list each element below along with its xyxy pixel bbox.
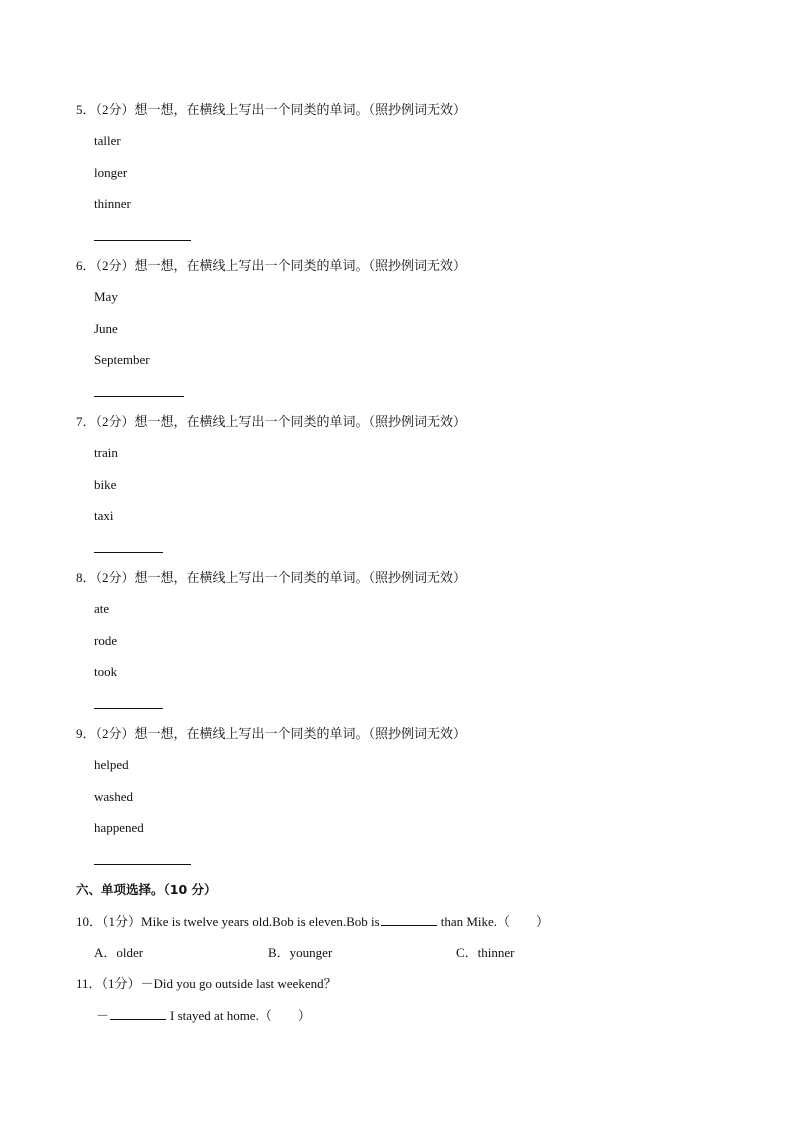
example-word: bike — [94, 477, 117, 492]
option-a[interactable]: A．older — [94, 945, 144, 960]
question-prompt: 想一想，在横线上写出一个同类的单词。（照抄例词无效） — [134, 102, 467, 117]
example-word: washed — [94, 789, 133, 804]
answer-blank[interactable] — [381, 913, 437, 926]
question-9-header — [76, 726, 466, 742]
question-number: 8． — [76, 570, 96, 585]
option-c[interactable]: C．thinner — [456, 945, 515, 960]
answer-blank[interactable] — [94, 708, 163, 709]
example-word: May — [94, 289, 118, 304]
question-text: －Did you go outside last weekend？ — [140, 976, 337, 991]
section-heading: 六、单项选择。（10 分） — [76, 882, 217, 897]
example-word: rode — [94, 633, 118, 648]
question-score: （1分） — [102, 914, 142, 929]
question-score: （2分） — [95, 726, 135, 741]
example-word: ate — [94, 601, 110, 616]
question-number: 10． — [76, 914, 103, 929]
question-text-after: than Mike.（ ） — [440, 914, 550, 929]
answer-blank[interactable] — [94, 552, 163, 553]
question-number: 9． — [76, 726, 96, 741]
reply-text: I stayed at home.（ ） — [170, 1008, 311, 1023]
answer-blank[interactable] — [94, 240, 191, 241]
question-6-header — [76, 258, 466, 274]
example-word: helped — [94, 757, 129, 772]
example-word: happened — [94, 820, 144, 835]
question-7-header — [76, 414, 466, 430]
question-10 — [76, 913, 549, 930]
question-prompt: 想一想，在横线上写出一个同类的单词。（照抄例词无效） — [134, 258, 467, 273]
example-word: train — [94, 445, 118, 460]
answer-blank[interactable] — [110, 1007, 166, 1020]
example-word: longer — [94, 165, 128, 180]
example-word: June — [94, 321, 118, 336]
question-score: （2分） — [95, 570, 135, 585]
example-word: taller — [94, 133, 121, 148]
answer-blank[interactable] — [94, 396, 184, 397]
question-number: 11． — [76, 976, 102, 991]
question-score: （2分） — [95, 102, 135, 117]
example-word: taxi — [94, 508, 114, 523]
question-11 — [76, 976, 337, 992]
reply-dash: － — [96, 1008, 110, 1023]
option-b[interactable]: B．younger — [268, 945, 333, 960]
question-prompt: 想一想，在横线上写出一个同类的单词。（照抄例词无效） — [134, 570, 467, 585]
question-prompt: 想一想，在横线上写出一个同类的单词。（照抄例词无效） — [134, 414, 467, 429]
example-word: thinner — [94, 196, 131, 211]
example-word: took — [94, 664, 118, 679]
question-score: （1分） — [101, 976, 141, 991]
question-8-header — [76, 570, 466, 586]
question-11-reply — [96, 1007, 311, 1024]
example-word: September — [94, 352, 150, 367]
answer-blank[interactable] — [94, 864, 191, 865]
question-score: （2分） — [95, 414, 135, 429]
question-text: Mike is twelve years old.Bob is eleven.Bob is — [141, 914, 380, 929]
question-5-header — [76, 102, 466, 118]
question-number: 7． — [76, 414, 96, 429]
question-prompt: 想一想，在横线上写出一个同类的单词。（照抄例词无效） — [134, 726, 467, 741]
question-number: 6． — [76, 258, 96, 273]
question-number: 5． — [76, 102, 96, 117]
question-score: （2分） — [95, 258, 135, 273]
